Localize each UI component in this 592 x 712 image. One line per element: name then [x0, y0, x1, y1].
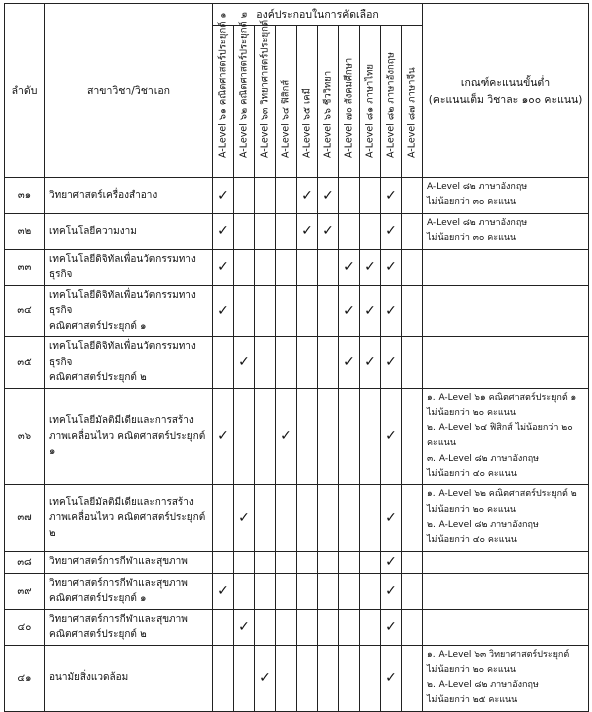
checkmark-icon: ✓	[364, 259, 376, 276]
subject-column-header	[276, 26, 297, 178]
subject-check-cell	[339, 285, 360, 337]
major-name	[45, 645, 213, 711]
subject-check-cell	[402, 388, 423, 485]
col-index-header: ลำดับ	[5, 4, 45, 178]
checkmark-icon: ✓	[385, 554, 397, 571]
criteria-cell	[423, 485, 589, 551]
row-index: ๔๐	[5, 609, 45, 645]
subject-check-cell	[255, 573, 276, 609]
major-name	[45, 285, 213, 337]
subject-check-cell	[360, 609, 381, 645]
selection-group-header: องค์ประกอบในการคัดเลือก	[213, 4, 423, 26]
subject-check-cell	[255, 485, 276, 551]
criteria-cell	[423, 609, 589, 645]
subject-check-cell	[339, 249, 360, 285]
major-name-line: คณิตศาสตร์ประยุกต์ ๒	[49, 629, 147, 641]
subject-check-cell	[339, 551, 360, 573]
subject-check-cell	[360, 573, 381, 609]
subject-column-header	[234, 12, 255, 178]
col-major-header: สาขาวิชา/วิชาเอก	[45, 4, 213, 178]
subject-check-cell	[381, 249, 402, 285]
subject-check-cell	[276, 485, 297, 551]
subject-column-header	[213, 12, 234, 178]
major-name	[45, 609, 213, 645]
checkmark-icon: ✓	[364, 302, 376, 319]
subject-check-cell	[213, 337, 234, 389]
checkmark-icon: ✓	[385, 354, 397, 371]
major-name-line: วิทยาศาสตร์การกีฬาและสุขภาพ	[49, 613, 188, 625]
checkmark-icon: ✓	[385, 259, 397, 276]
subject-check-cell	[276, 609, 297, 645]
subject-check-cell	[234, 388, 255, 485]
table-row	[5, 609, 589, 645]
subject-check-cell	[318, 337, 339, 389]
subject-check-cell	[276, 178, 297, 214]
table-row	[5, 337, 589, 389]
subject-check-cell	[402, 485, 423, 551]
subject-check-cell	[339, 214, 360, 250]
row-index: ๓๘	[5, 551, 45, 573]
criteria-line: คะแนน	[427, 438, 456, 449]
subject-check-cell	[381, 485, 402, 551]
subject-check-cell	[255, 551, 276, 573]
subject-check-cell	[402, 645, 423, 711]
subject-column-label: A-Level ๘๑ ภาษาไทย	[364, 64, 376, 158]
subject-check-cell	[255, 337, 276, 389]
major-name-line: อนามัยสิ่งแวดล้อม	[49, 672, 129, 684]
subject-column-label: A-Level ๖๑ คณิตศาสตร์ประยุกต์ ๑	[217, 12, 229, 158]
major-name	[45, 214, 213, 250]
table-row	[5, 178, 589, 214]
subject-column-header	[360, 26, 381, 178]
table-row	[5, 285, 589, 337]
row-index: ๓๖	[5, 388, 45, 485]
checkmark-icon: ✓	[385, 223, 397, 240]
subject-check-cell	[381, 551, 402, 573]
subject-check-cell	[318, 485, 339, 551]
subject-check-cell	[360, 249, 381, 285]
criteria-line: ๒. A-Level ๘๒ ภาษาอังกฤษ	[427, 519, 539, 530]
checkmark-icon: ✓	[280, 428, 292, 445]
subject-check-cell	[360, 285, 381, 337]
subject-check-cell	[381, 609, 402, 645]
subject-check-cell	[339, 573, 360, 609]
checkmark-icon: ✓	[364, 354, 376, 371]
major-name-line: คณิตศาสตร์ประยุกต์ ๑	[49, 593, 147, 605]
col-criteria-header	[423, 4, 589, 178]
criteria-line: ๒. A-Level ๖๔ ฟิสิกส์ ไม่น้อยกว่า ๒๐	[427, 423, 573, 434]
subject-check-cell	[234, 285, 255, 337]
subject-check-cell	[297, 609, 318, 645]
subject-check-cell	[318, 214, 339, 250]
checkmark-icon: ✓	[217, 302, 229, 319]
subject-column-header	[318, 26, 339, 178]
criteria-line: ไม่น้อยกว่า ๔๐ คะแนน	[427, 469, 517, 480]
subject-check-cell	[402, 214, 423, 250]
criteria-cell	[423, 551, 589, 573]
checkmark-icon: ✓	[217, 259, 229, 276]
subject-check-cell	[276, 388, 297, 485]
subject-check-cell	[276, 337, 297, 389]
subject-check-cell	[297, 573, 318, 609]
subject-check-cell	[381, 645, 402, 711]
subject-check-cell	[360, 337, 381, 389]
major-name	[45, 485, 213, 551]
major-name	[45, 178, 213, 214]
subject-check-cell	[360, 485, 381, 551]
subject-check-cell	[234, 214, 255, 250]
criteria-line: A-Level ๘๒ ภาษาอังกฤษ	[427, 218, 528, 228]
checkmark-icon: ✓	[238, 354, 250, 371]
subject-check-cell	[213, 388, 234, 485]
criteria-cell	[423, 214, 589, 250]
subject-check-cell	[318, 609, 339, 645]
subject-check-cell	[297, 249, 318, 285]
subject-column-header	[297, 26, 318, 178]
table-row	[5, 551, 589, 573]
subject-check-cell	[276, 249, 297, 285]
subject-check-cell	[234, 178, 255, 214]
checkmark-icon: ✓	[385, 187, 397, 204]
subject-check-cell	[234, 551, 255, 573]
subject-check-cell	[213, 214, 234, 250]
checkmark-icon: ✓	[301, 187, 313, 204]
criteria-line: ไม่น้อยกว่า ๒๐ คะแนน	[427, 664, 516, 675]
checkmark-icon: ✓	[301, 223, 313, 240]
major-name	[45, 337, 213, 389]
checkmark-icon: ✓	[238, 619, 250, 636]
subject-column-header	[402, 26, 423, 178]
subject-check-cell	[255, 285, 276, 337]
major-name-line: เทคโนโลยีดิจิทัลเพื่อนวัตกรรมทางธุรกิจ	[49, 341, 196, 368]
major-name-line: เทคโนโลยีดิจิทัลเพื่อนวัตกรรมทางธุรกิจ	[49, 253, 196, 281]
major-name-line: วิทยาศาสตร์การกีฬาและสุขภาพ	[49, 556, 188, 568]
subject-column-label: A-Level ๖๖ ชีววิทยา	[322, 70, 334, 158]
major-name	[45, 551, 213, 573]
major-name	[45, 388, 213, 485]
subject-check-cell	[276, 214, 297, 250]
subject-check-cell	[276, 551, 297, 573]
subject-check-cell	[297, 551, 318, 573]
major-name	[45, 573, 213, 609]
subject-check-cell	[360, 388, 381, 485]
subject-check-cell	[213, 285, 234, 337]
criteria-header-line2: (คะแนนเต็ม วิชาละ ๑๐๐ คะแนน)	[428, 93, 583, 106]
subject-column-label: A-Level ๖๓ วิทยาศาสตร์ประยุกต์	[259, 19, 271, 158]
subject-check-cell	[234, 609, 255, 645]
subject-check-cell	[318, 551, 339, 573]
subject-check-cell	[255, 178, 276, 214]
subject-check-cell	[318, 249, 339, 285]
subject-check-cell	[381, 573, 402, 609]
subject-column-label: A-Level ๗๐ สังคมศึกษา	[343, 57, 355, 158]
criteria-line: ไม่น้อยกว่า ๓๐ คะแนน	[427, 197, 517, 208]
subject-check-cell	[234, 249, 255, 285]
checkmark-icon: ✓	[322, 223, 334, 240]
checkmark-icon: ✓	[385, 302, 397, 319]
subject-column-header	[255, 19, 276, 178]
subject-check-cell	[339, 337, 360, 389]
criteria-cell	[423, 337, 589, 389]
major-name-line: คณิตศาสตร์ประยุกต์ ๒	[49, 372, 147, 384]
criteria-cell	[423, 573, 589, 609]
subject-check-cell	[381, 337, 402, 389]
major-name	[45, 249, 213, 285]
criteria-cell	[423, 285, 589, 337]
criteria-line: ๑. A-Level ๖๓ วิทยาศาสตร์ประยุกต์	[427, 649, 570, 660]
criteria-cell	[423, 645, 589, 711]
subject-check-cell	[402, 249, 423, 285]
checkmark-icon: ✓	[343, 354, 355, 371]
subject-check-cell	[213, 573, 234, 609]
subject-check-cell	[276, 285, 297, 337]
criteria-line: ๓. A-Level ๘๒ ภาษาอังกฤษ	[427, 453, 540, 464]
subject-check-cell	[213, 249, 234, 285]
subject-column-label: A-Level ๖๔ ฟิสิกส์	[280, 79, 292, 158]
criteria-line: ไม่น้อยกว่า ๔๐ คะแนน	[427, 535, 517, 546]
row-index: ๔๑	[5, 645, 45, 711]
criteria-line: ไม่น้อยกว่า ๒๐ คะแนน	[427, 407, 516, 418]
header-row-top	[5, 4, 589, 26]
major-name-line: เทคโนโลยีดิจิทัลเพื่อนวัตกรรมทางธุรกิจ	[49, 289, 196, 317]
subject-check-cell	[339, 645, 360, 711]
subject-check-cell	[297, 485, 318, 551]
checkmark-icon: ✓	[217, 583, 229, 600]
row-index: ๓๔	[5, 285, 45, 337]
subject-check-cell	[234, 485, 255, 551]
subject-check-cell	[234, 573, 255, 609]
subject-check-cell	[402, 551, 423, 573]
criteria-line: ๑. A-Level ๖๑ คณิตศาสตร์ประยุกต์ ๑	[427, 392, 577, 403]
subject-check-cell	[360, 551, 381, 573]
subject-check-cell	[360, 645, 381, 711]
subject-check-cell	[255, 249, 276, 285]
major-name-line: ภาพเคลื่อนไหว คณิตศาสตร์ประยุกต์ ๑	[49, 430, 206, 458]
major-name-line: เทคโนโลยีมัลติมีเดียและการสร้าง	[49, 496, 194, 508]
subject-check-cell	[339, 178, 360, 214]
subject-check-cell	[402, 337, 423, 389]
checkmark-icon: ✓	[217, 187, 229, 204]
subject-column-label: A-Level ๖๒ คณิตศาสตร์ประยุกต์ ๒	[238, 12, 250, 158]
subject-column-label: A-Level ๘๒ ภาษาอังกฤษ	[385, 52, 397, 158]
checkmark-icon: ✓	[238, 509, 250, 526]
criteria-header-line1: เกณฑ์คะแนนขั้นต่ำ	[460, 76, 551, 89]
subject-check-cell	[360, 178, 381, 214]
checkmark-icon: ✓	[385, 509, 397, 526]
subject-check-cell	[339, 485, 360, 551]
subject-check-cell	[339, 388, 360, 485]
subject-check-cell	[255, 609, 276, 645]
subject-column-label: A-Level ๘๗ ภาษาจีน	[406, 67, 418, 158]
subject-check-cell	[297, 645, 318, 711]
subject-check-cell	[381, 214, 402, 250]
subject-check-cell	[381, 388, 402, 485]
checkmark-icon: ✓	[322, 187, 334, 204]
criteria-line: ไม่น้อยกว่า ๓๐ คะแนน	[427, 233, 517, 244]
checkmark-icon: ✓	[343, 259, 355, 276]
table-row	[5, 573, 589, 609]
major-name-line: เทคโนโลยีความงาม	[49, 225, 137, 237]
row-index: ๓๓	[5, 249, 45, 285]
subject-check-cell	[234, 645, 255, 711]
criteria-line: ๒. A-Level ๘๒ ภาษาอังกฤษ	[427, 680, 539, 691]
subject-column-label: A-Level ๖๕ เคมี	[301, 88, 313, 158]
table-row	[5, 645, 589, 711]
checkmark-icon: ✓	[343, 302, 355, 319]
criteria-line: ๑. A-Level ๖๒ คณิตศาสตร์ประยุกต์ ๒	[427, 489, 577, 500]
subject-check-cell	[213, 645, 234, 711]
subject-check-cell	[318, 645, 339, 711]
subject-check-cell	[213, 551, 234, 573]
subject-check-cell	[318, 285, 339, 337]
subject-check-cell	[276, 645, 297, 711]
criteria-cell	[423, 249, 589, 285]
row-index: ๓๒	[5, 214, 45, 250]
table-row	[5, 485, 589, 551]
subject-column-header	[339, 26, 360, 178]
subject-check-cell	[402, 285, 423, 337]
checkmark-icon: ✓	[385, 583, 397, 600]
criteria-cell	[423, 178, 589, 214]
row-index: ๓๑	[5, 178, 45, 214]
checkmark-icon: ✓	[385, 670, 397, 687]
criteria-line: A-Level ๘๒ ภาษาอังกฤษ	[427, 182, 528, 192]
subject-check-cell	[339, 609, 360, 645]
subject-check-cell	[381, 285, 402, 337]
row-index: ๓๕	[5, 337, 45, 389]
subject-check-cell	[255, 214, 276, 250]
subject-check-cell	[318, 388, 339, 485]
checkmark-icon: ✓	[217, 223, 229, 240]
selection-criteria-table	[4, 3, 589, 712]
subject-check-cell	[381, 178, 402, 214]
subject-check-cell	[297, 214, 318, 250]
subject-check-cell	[276, 573, 297, 609]
criteria-cell	[423, 388, 589, 485]
subject-check-cell	[255, 388, 276, 485]
subject-check-cell	[297, 337, 318, 389]
subject-check-cell	[402, 178, 423, 214]
criteria-line: ไม่น้อยกว่า ๒๐ คะแนน	[427, 504, 516, 515]
major-name-line: คณิตศาสตร์ประยุกต์ ๑	[49, 320, 147, 332]
row-index: ๓๗	[5, 485, 45, 551]
table-row	[5, 214, 589, 250]
subject-check-cell	[318, 573, 339, 609]
checkmark-icon: ✓	[217, 428, 229, 445]
checkmark-icon: ✓	[259, 670, 271, 687]
subject-check-cell	[402, 609, 423, 645]
subject-check-cell	[297, 285, 318, 337]
major-name-line: ภาพเคลื่อนไหว คณิตศาสตร์ประยุกต์ ๒	[49, 512, 206, 539]
criteria-line: ไม่น้อยกว่า ๒๕ คะแนน	[427, 695, 518, 706]
major-name-line: วิทยาศาสตร์การกีฬาและสุขภาพ	[49, 577, 188, 589]
checkmark-icon: ✓	[385, 619, 397, 636]
subject-check-cell	[360, 214, 381, 250]
subject-check-cell	[318, 178, 339, 214]
major-name-line: เทคโนโลยีมัลติมีเดียและการสร้าง	[49, 415, 194, 427]
major-name-line: วิทยาศาสตร์เครื่องสำอาง	[49, 189, 158, 201]
table-row	[5, 249, 589, 285]
subject-check-cell	[213, 178, 234, 214]
row-index: ๓๙	[5, 573, 45, 609]
subject-check-cell	[402, 573, 423, 609]
subject-check-cell	[234, 337, 255, 389]
table-row	[5, 388, 589, 485]
subject-check-cell	[297, 388, 318, 485]
subject-check-cell	[213, 485, 234, 551]
subject-check-cell	[255, 645, 276, 711]
subject-column-header	[381, 26, 402, 178]
checkmark-icon: ✓	[385, 428, 397, 445]
subject-check-cell	[297, 178, 318, 214]
subject-check-cell	[213, 609, 234, 645]
